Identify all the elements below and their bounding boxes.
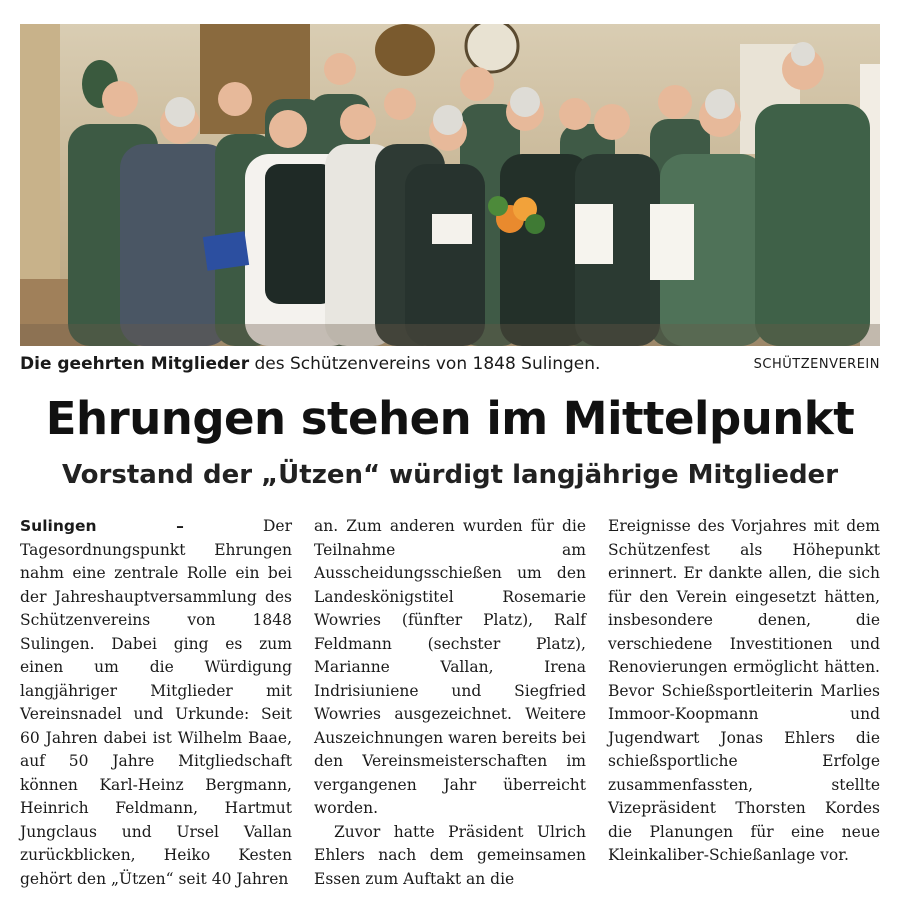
photo-caption [20, 354, 600, 374]
caption-bold: Die geehrten Mitglieder [20, 354, 250, 374]
article-column-1 [20, 515, 292, 910]
article-body [20, 515, 880, 910]
dateline: Sulingen – [20, 517, 184, 535]
subheadline: Vorstand der „Ützen“ würdigt langjährige Mitglieder [61, 460, 839, 490]
article-column-2 [314, 515, 586, 910]
caption-text: des Schützenvereins von 1848 Sulingen. [249, 354, 601, 374]
headline: Ehrungen stehen im Mittelpunkt [45, 392, 855, 445]
paragraph-text: Der Tagesordnungspunkt Ehrungen nahm eine zentrale Rolle ein bei der Jahreshauptversammlung des Schützenvereins von 1848 Sulingen. Dabei ging es zum einen um die Würdigung langjähriger Mitglieder mit Vereinsnadel und Urkunde: Seit 60 Jahren dabei ist Wilhelm Baae, auf 50 Jahre Mitgliedschaft können Karl-Heinz Bergmann, Heinrich Feldmann, Hartmut Jungclaus und Ursel Vallan zurückblicken, Heiko Kesten gehört den „Ützen“ seit 40 Jahren [20, 517, 292, 888]
paragraph [20, 515, 292, 891]
paragraph: Ereignisse des Vorjahres mit dem Schützenfest als Höhepunkt erinnert. Er dankte allen, die sich für den Verein eingesetzt hätten, insbesondere denen, die verschiedene Investitionen und Renovierungen ermöglicht hätten. Bevor Schießsportleiterin Marlies Immoor-Koopmann und Jugendwart Jonas Ehlers die schießsportliche Erfolge zusammenfassten, stellte Vizepräsident Thorsten Kordes die Planungen für eine neue Kleinkaliber-Schießanlage vor. [608, 517, 880, 864]
photo-caption-row [20, 352, 880, 376]
paragraph: Zuvor hatte Präsident Ulrich Ehlers nach dem gemeinsamen Essen zum Auftakt an die [314, 822, 586, 888]
article-column-3 [608, 515, 880, 910]
group-photo-illustration [20, 24, 880, 346]
group-photo [20, 24, 880, 346]
photo-credit: SCHÜTZENVEREIN [753, 356, 880, 372]
paragraph: an. Zum anderen wurden für die Teilnahme am Ausscheidungsschießen um den Landeskönigstitel Rosemarie Wowries (fünfter Platz), Ralf Feldmann (sechster Platz), Marianne Vallan, Irena Indrisiuniene und Siegfried Wowries ausgezeichnet. Weitere Auszeichnungen waren bereits bei den Vereinsmeisterschaften im vergangenen Jahr überreicht worden. [314, 517, 586, 817]
